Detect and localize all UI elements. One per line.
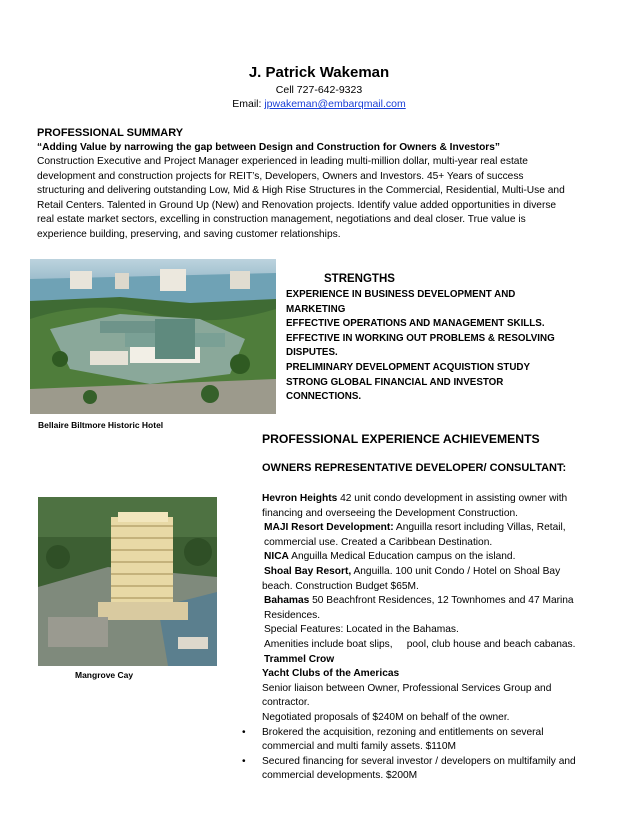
bahamas-title: Bahamas xyxy=(264,595,310,607)
yacht-text-3: Negotiated proposals of $240M on behalf of the owner. xyxy=(262,711,510,723)
maji-title: MAJI Resort Development: xyxy=(264,522,394,534)
yacht-text-1: Senior liaison between Owner, Professional Services Group and xyxy=(262,682,552,694)
bullet-item xyxy=(242,726,602,755)
condo-caption: Mangrove Cay xyxy=(75,670,134,680)
strength-line: PRELIMINARY DEVELOPMENT ACQUISTION STUDY xyxy=(286,361,531,373)
condo-aerial-photo xyxy=(38,497,217,666)
experience-heading: PROFESSIONAL EXPERIENCE ACHIEVEMENTS xyxy=(262,432,540,446)
bahamas-entry xyxy=(262,594,602,609)
strength-line: EFFECTIVE IN WORKING OUT PROBLEMS & RESOLVING xyxy=(286,332,555,344)
email-label: Email: xyxy=(232,98,265,110)
trammel-title: Trammel Crow xyxy=(264,653,335,665)
bahamas-text: 50 Beachfront Residences, 12 Townhomes and 47 Marina xyxy=(309,595,574,607)
summary-line: development and construction projects for REIT’s, Developers, Owners and Investors. 45+ Years of success xyxy=(37,170,524,182)
summary-line: Construction Executive and Project Manager experienced in leading multi-million dollar, multi-year real estate xyxy=(37,156,528,167)
yacht-text-2: contractor. xyxy=(262,697,310,709)
maji-text: Anguilla resort including Villas, Retail, xyxy=(393,522,566,534)
nica-entry xyxy=(262,550,602,565)
hotel-caption: Bellaire Biltmore Historic Hotel xyxy=(38,420,164,430)
summary-line: Retail Centers. Talented in Ground Up (New) and Renovation projects. Identify value added opportunities in diverse xyxy=(37,199,557,211)
hotel-aerial-image xyxy=(30,259,276,414)
summary-line: real estate market sectors, excelling in construction management, negotiations and deal closer. True value is xyxy=(37,214,526,226)
bullet-2-line-2: commercial developments. $200M xyxy=(262,770,418,782)
bullet-2-line-1: Secured financing for several investor / developers on multifamily and xyxy=(262,755,576,767)
summary-line: experience building, preserving, and saving customer relationships. xyxy=(37,228,341,240)
strengths-heading: STRENGTHS xyxy=(324,273,395,285)
shoal-text: Anguilla. 100 unit Condo / Hotel on Shoal Bay xyxy=(351,565,561,577)
email-link[interactable]: jpwakeman@embarqmail.com xyxy=(264,98,406,110)
bullet-marker: • xyxy=(242,726,246,738)
shoal-title: Shoal Bay Resort, xyxy=(264,565,352,577)
bullet-1-line-2: commercial and multi family assets. $110M xyxy=(262,741,457,753)
summary-line: structuring and delivering outstanding Low, Mid & High Rise Structures in the Commercial, Residential, Multi-Use and xyxy=(37,185,565,197)
strength-line: STRONG GLOBAL FINANCIAL AND INVESTOR xyxy=(286,376,504,388)
summary-tagline: “Adding Value by narrowing the gap between Design and Construction for Owners & Investors” xyxy=(37,142,501,153)
strengths-list xyxy=(286,288,586,405)
summary-heading: PROFESSIONAL SUMMARY xyxy=(37,127,184,139)
maji-text-2: commercial use. Created a Caribbean Destination. xyxy=(264,536,493,548)
hotel-aerial-photo xyxy=(30,259,276,414)
hevron-entry xyxy=(262,492,602,507)
strength-line: EFFECTIVE OPERATIONS AND MANAGEMENT SKILLS. xyxy=(286,318,545,330)
experience-body xyxy=(242,492,602,784)
contact-cell: Cell 727-642-9323 xyxy=(275,84,363,96)
nica-text: Anguilla Medical Education campus on the island. xyxy=(288,551,516,563)
bahamas-amenities: Amenities include boat slips, pool, club house and beach cabanas. xyxy=(264,638,576,650)
condo-aerial-image xyxy=(38,497,217,666)
experience-subheading: OWNERS REPRESENTATIVE DEVELOPER/ CONSULTANT: xyxy=(262,462,567,474)
bahamas-features: Special Features: Located in the Bahamas. xyxy=(264,624,459,636)
strength-line: MARKETING xyxy=(286,303,346,315)
hevron-text: 42 unit condo development in assisting owner with xyxy=(337,493,568,504)
resume-name: J. Patrick Wakeman xyxy=(248,64,390,81)
bullet-item xyxy=(242,755,602,784)
yacht-title: Yacht Clubs of the Americas xyxy=(262,668,400,680)
shoal-text-2: beach. Construction Budget $65M. xyxy=(262,580,419,592)
contact-email-line xyxy=(0,97,638,111)
strength-line: DISPUTES. xyxy=(286,347,338,359)
nica-title: NICA xyxy=(264,551,289,563)
hevron-text-2: financing and overseeing the Development Construction. xyxy=(262,507,518,519)
strength-line: CONNECTIONS. xyxy=(286,391,362,403)
shoal-entry xyxy=(262,565,602,580)
summary-paragraph xyxy=(37,155,602,243)
strength-line: EXPERIENCE IN BUSINESS DEVELOPMENT AND xyxy=(286,289,516,300)
bullet-marker: • xyxy=(242,755,246,767)
hevron-title: Hevron Heights xyxy=(262,493,338,504)
bullet-1-line-1: Brokered the acquisition, rezoning and entitlements on several xyxy=(262,726,544,738)
maji-entry xyxy=(262,521,602,536)
bahamas-text-2: Residences. xyxy=(264,609,321,621)
